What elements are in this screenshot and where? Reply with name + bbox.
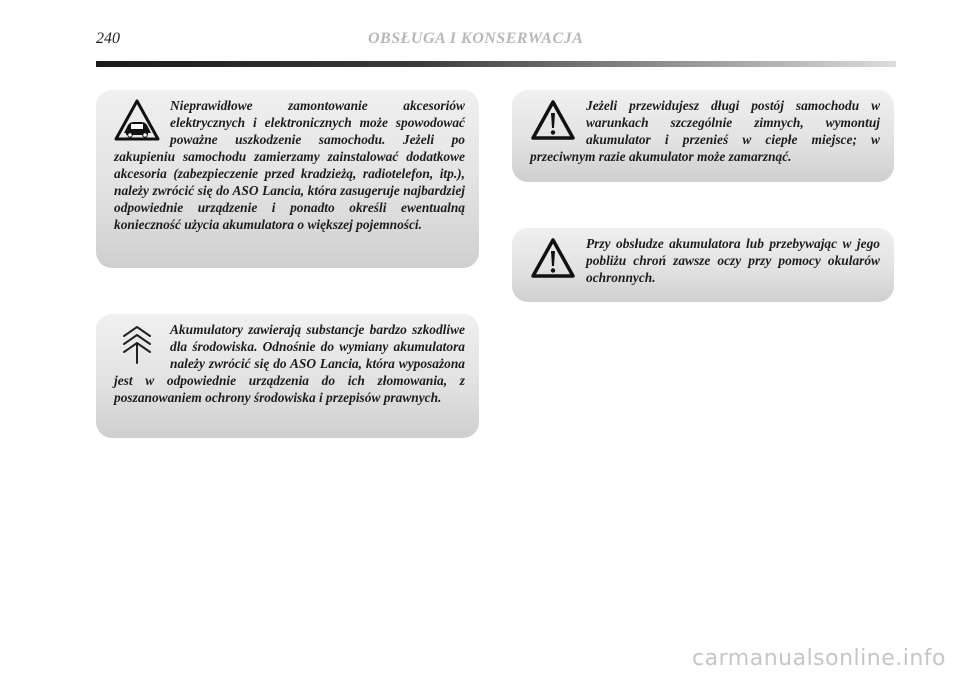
note-accessories — [96, 90, 479, 268]
note-text: Akumulatory zawierają substancje bardzo szkodliwe dla środowiska. Odnośnie do wymiany akumulatora należy zwrócić się do ASO Lancia, która wyposażona jest w odpowiednie urządzenia do ich złomowania, z poszanowaniem ochrony środowiska i przepisów prawnych. — [114, 322, 465, 405]
section-title: OBSŁUGA I KONSERWACJA — [368, 30, 584, 47]
note-text: Nieprawidłowe zamontowanie akcesoriów elektrycznych i elektronicznych może spowodować poważne uszkodzenie samochodu. Jeżeli po zakupieniu samochodu zamierzamy zainstalować dodatkowe akcesoria (zabezpieczenie przed kradzieżą, radiotelefon, itp.), należy zwrócić się do ASO Lancia, która zasugeruje najbardziej odpowiednie urządzenie i ponadto określi ewentualną konieczność użycia akumulatora o większej pojemności. — [114, 98, 465, 232]
watermark: carmanualsonline.info — [692, 646, 946, 671]
note-eye-protection — [512, 228, 894, 302]
warning-triangle-icon — [530, 99, 576, 141]
header-rule — [96, 61, 896, 67]
note-text: Jeżeli przewidujesz długi postój samochodu w warunkach szczególnie zimnych, wymontuj akumulator i przenieś w ciepłe miejsce; w przeciwnym razie akumulator może zamarznąć. — [530, 98, 880, 164]
note-text: Przy obsłudze akumulatora lub przebywając w jego pobliżu chroń zawsze oczy przy pomocy okularów ochronnych. — [586, 236, 880, 285]
note-cold-storage — [512, 90, 894, 182]
page-number: 240 — [96, 30, 120, 47]
warning-triangle-icon — [530, 237, 576, 279]
car-battery-warning-icon — [114, 99, 160, 141]
environment-plant-icon — [114, 323, 160, 365]
note-environment — [96, 314, 479, 438]
page-header — [96, 30, 896, 50]
